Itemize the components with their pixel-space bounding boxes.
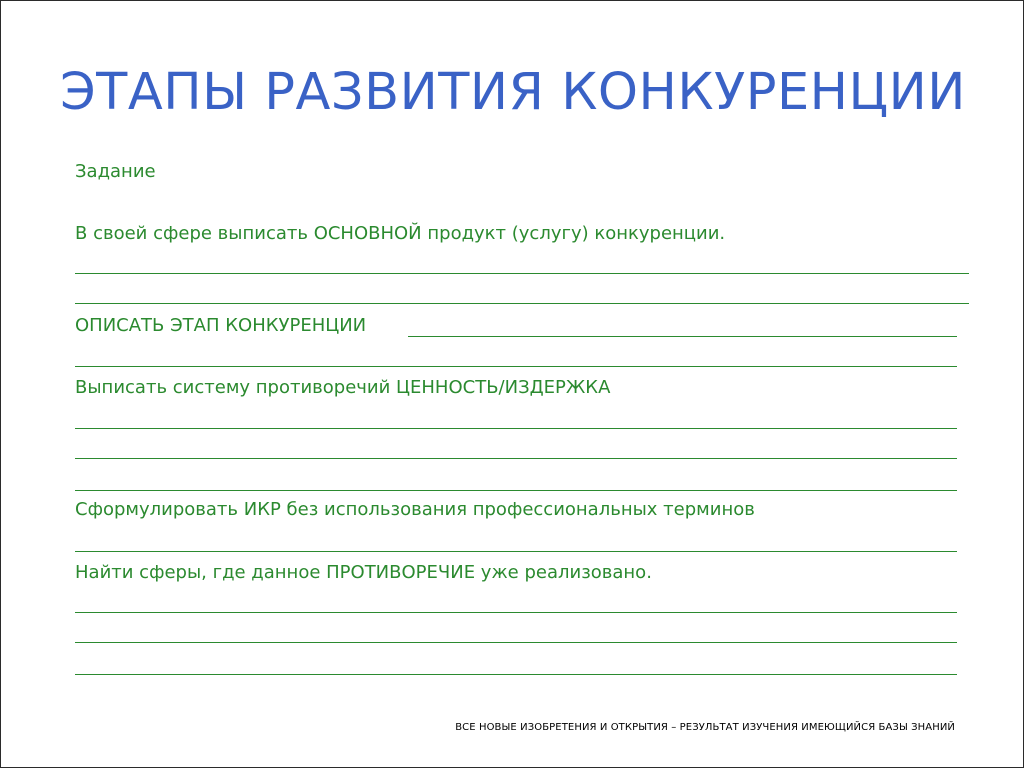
answer-line bbox=[75, 366, 957, 367]
answer-line bbox=[75, 612, 957, 613]
answer-line bbox=[75, 458, 957, 459]
answer-line bbox=[75, 303, 969, 304]
answer-line bbox=[408, 336, 957, 337]
answer-line bbox=[75, 642, 957, 643]
step-contradictions: Выписать систему противоречий ЦЕННОСТЬ/ИЗДЕРЖКА bbox=[75, 377, 611, 398]
answer-line bbox=[75, 674, 957, 675]
answer-line bbox=[75, 428, 957, 429]
answer-line bbox=[75, 551, 957, 552]
footer-note: ВСЕ НОВЫЕ ИЗОБРЕТЕНИЯ И ОТКРЫТИЯ – РЕЗУЛЬТАТ ИЗУЧЕНИЯ ИМЕЮЩИЙСЯ БАЗЫ ЗНАНИЙ bbox=[455, 722, 955, 733]
step-find-spheres: Найти сферы, где данное ПРОТИВОРЕЧИЕ уже реализовано. bbox=[75, 562, 652, 583]
step-main-product: В своей сфере выписать ОСНОВНОЙ продукт (услугу) конкуренции. bbox=[75, 223, 726, 244]
slide-title: ЭТАПЫ РАЗВИТИЯ КОНКУРЕНЦИИ bbox=[60, 63, 966, 122]
task-heading: Задание bbox=[75, 161, 156, 182]
answer-line bbox=[75, 273, 969, 274]
answer-line bbox=[75, 490, 957, 491]
step-ikr: Сформулировать ИКР без использования профессиональных терминов bbox=[75, 499, 755, 520]
step-describe-stage: ОПИСАТЬ ЭТАП КОНКУРЕНЦИИ bbox=[75, 315, 367, 336]
slide-body bbox=[1, 1, 1024, 768]
